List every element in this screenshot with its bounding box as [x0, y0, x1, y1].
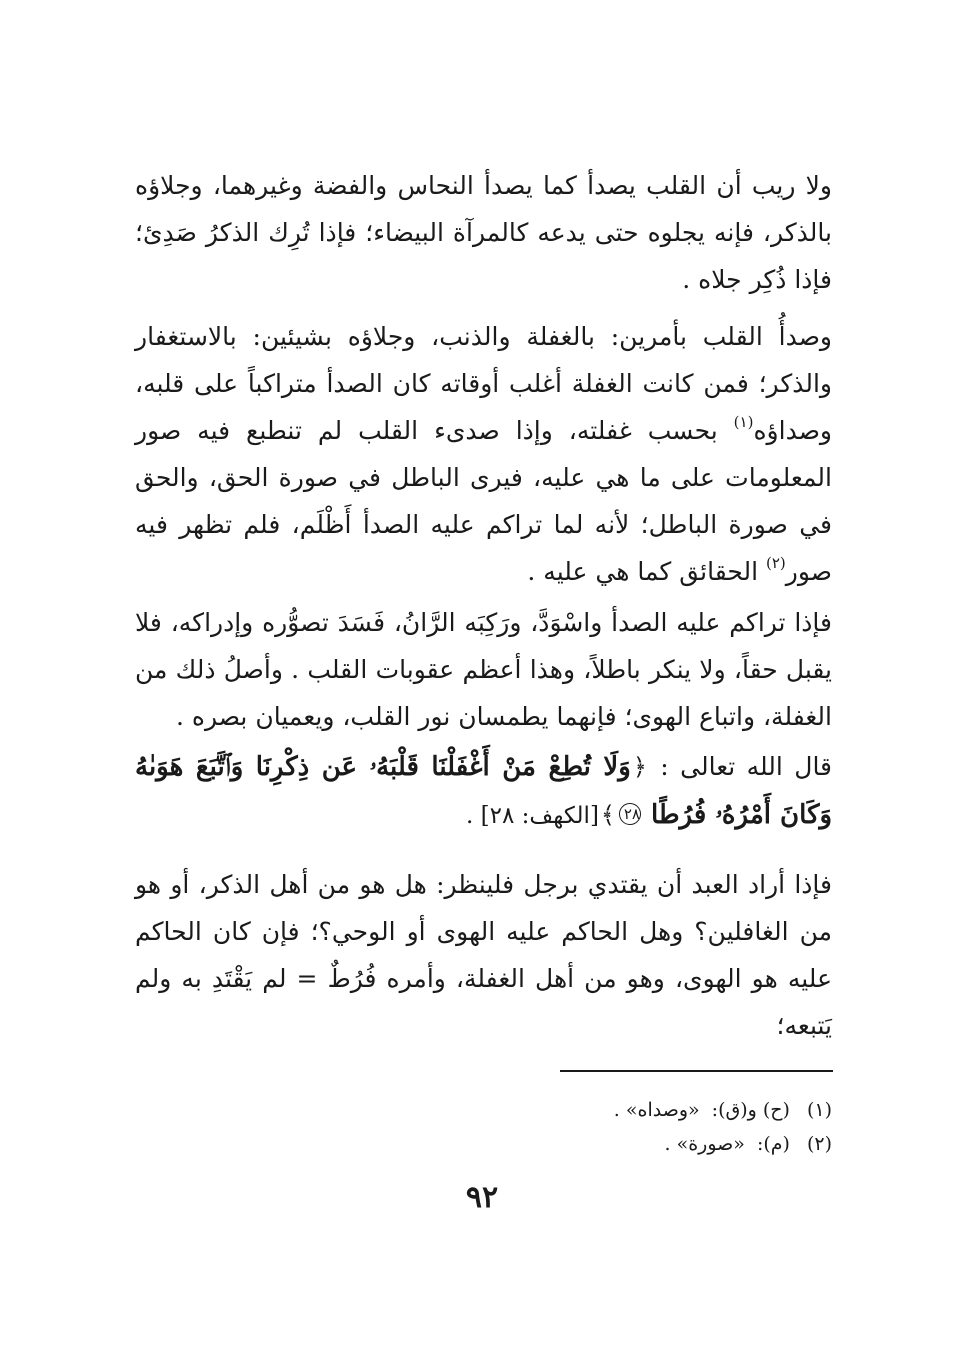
- ornate-bracket-open-icon: ﴿: [632, 753, 647, 781]
- paragraph-5: [135, 861, 832, 1049]
- footnote-text: «وصداه» .: [613, 1099, 700, 1121]
- paragraph-3: [135, 599, 832, 740]
- ornate-bracket-close-icon: ﴾: [600, 801, 615, 829]
- footnotes: [412, 1093, 832, 1161]
- paragraph-text: ولا ريب أن القلب يصدأ كما يصدأ النحاس والفضة وغيرهما، وجلاؤه بالذكر، فإنه يجلوه حتى يدعه كالمرآة البيضاء؛ فإذا تُرِك الذكرُ صَدِئ؛ فإذا ذُكِر جلاه .: [135, 171, 832, 294]
- quran-verse: وَلَا تُطِعْ مَنْ أَغْفَلْنَا قَلْبَهُۥ عَن ذِكْرِنَا وَٱتَّبَعَ هَوَىٰهُ وَكَانَ أَمْرُهُۥ فُرُطًا: [135, 752, 832, 830]
- footnote-item: [412, 1127, 832, 1161]
- page-number: ٩٢: [465, 1180, 499, 1215]
- paragraph-text: بحسب غفلته، وإذا صدىء القلب لم تنطبع فيه صور المعلومات على ما هي عليه، فيرى الباطل في صورة الحق، والحق في صورة الباطل؛ لأنه لما تراكم عليه الصدأ أَظْلَم، فلم تظهر فيه صور: [135, 416, 832, 586]
- footnote-source: (م):: [756, 1133, 790, 1155]
- footnote-number: (١): [806, 1099, 832, 1121]
- footnote-source: (ح) و(ق):: [711, 1099, 790, 1121]
- citation-intro: قال الله تعالى :: [660, 752, 833, 781]
- paragraph-text: فإذا أراد العبد أن يقتدي برجل فلينظر: هل هو من أهل الذكر، أو هو من الغافلين؟ وهل الحاكم عليه الهوى أو الوحي؟؛ فإن كان الحاكم عليه هو الهوى، وهو من أهل الغفلة، وأمره فُرُطٌ = لم يَقْتَدِ به ولم يَتبعه؛: [135, 870, 832, 1040]
- footnote-item: [412, 1093, 832, 1127]
- paragraph-text: فإذا تراكم عليه الصدأ واسْوَدَّ، ورَكِبَه الرَّانُ، فَسَدَ تصوُّره وإدراكه، فلا يقبل حقاً، ولا ينكر باطلاً، وهذا أعظم عقوبات القلب . وأصلُ ذلك من الغفلة، واتباع الهوى؛ فإنهما يطمسان نور القلب، ويعميان بصره .: [135, 608, 832, 731]
- paragraph-text: الحقائق كما هي عليه .: [527, 557, 759, 586]
- paragraph-1: [135, 162, 832, 303]
- paragraph-text: وصدأُ القلب بأمرين: بالغفلة والذنب، وجلاؤه بشيئين: بالاستغفار والذكر؛ فمن كانت الغفلة أغلب أوقاته كان الصدأ متراكباً على قلبه، وصداؤه: [135, 322, 832, 445]
- footnote-number: (٢): [806, 1133, 832, 1155]
- quran-citation-paragraph: [135, 743, 832, 840]
- verse-reference: [الكهف: ٢٨] .: [466, 803, 599, 829]
- ayah-number-marker: ٢٨: [619, 803, 641, 825]
- footnote-text: «صورة» .: [664, 1133, 745, 1155]
- footnote-marker-2[interactable]: (٢): [766, 554, 786, 572]
- footnote-marker-1[interactable]: (١): [733, 413, 754, 431]
- paragraph-2: [135, 313, 832, 595]
- footnote-separator: [560, 1070, 833, 1072]
